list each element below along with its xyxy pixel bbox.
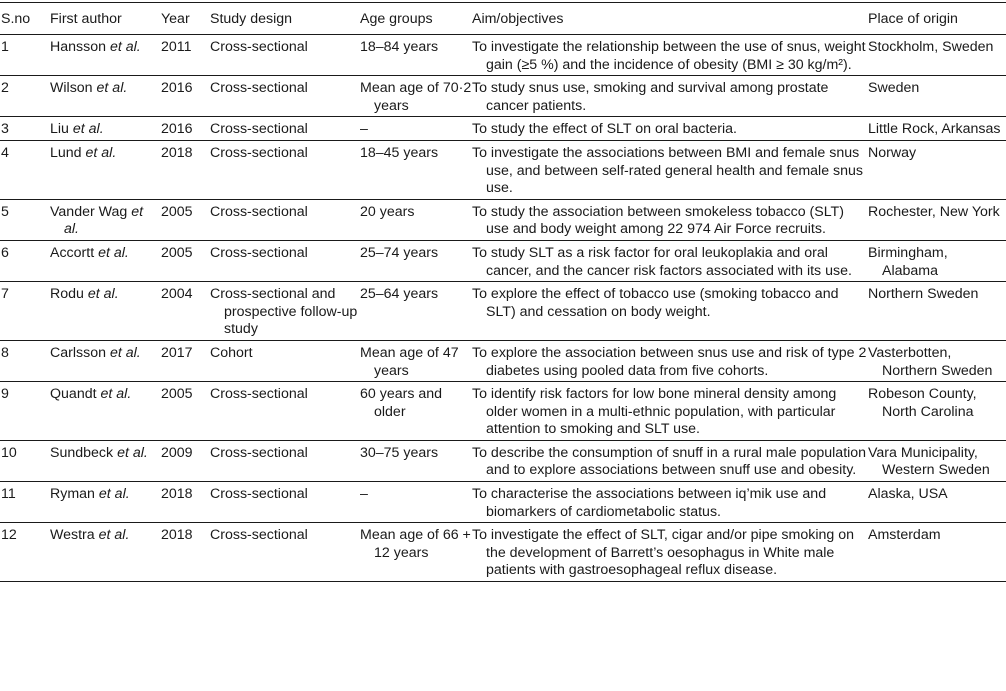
cell-age-group: Mean age of 47 years bbox=[360, 340, 472, 381]
header-place-of-origin: Place of origin bbox=[868, 3, 1006, 35]
cell-sno: 12 bbox=[0, 523, 50, 582]
table-row bbox=[0, 76, 1006, 117]
cell-study-design: Cross-sectional bbox=[210, 199, 360, 240]
cell-age-group: 25–74 years bbox=[360, 240, 472, 281]
header-year: Year bbox=[161, 3, 210, 35]
author-et-al: et al. bbox=[96, 80, 128, 97]
author-et-al: et al. bbox=[98, 244, 129, 261]
cell-aim: To study the association between smokeless tobacco (SLT) use and body weight among 22 974 Air Force recruits. bbox=[472, 199, 868, 240]
cell-study-design: Cross-sectional bbox=[210, 482, 360, 523]
author-name: Westra bbox=[50, 527, 95, 544]
cell-study-design: Cross-sectional bbox=[210, 76, 360, 117]
cell-place-of-origin: Norway bbox=[868, 140, 1006, 199]
table-row bbox=[0, 340, 1006, 381]
cell-place-of-origin: Birmingham, Alabama bbox=[868, 240, 1006, 281]
header-aim-objectives: Aim/objectives bbox=[472, 3, 868, 35]
table-row bbox=[0, 523, 1006, 582]
table-row bbox=[0, 240, 1006, 281]
cell-year: 2005 bbox=[161, 199, 210, 240]
cell-study-design: Cross-sectional bbox=[210, 117, 360, 141]
cell-sno: 10 bbox=[0, 440, 50, 481]
cell-year: 2009 bbox=[161, 440, 210, 481]
author-name: Liu bbox=[50, 121, 69, 138]
cell-study-design: Cross-sectional and prospective follow-up study bbox=[210, 282, 360, 341]
cell-study-design: Cross-sectional bbox=[210, 240, 360, 281]
cell-year: 2016 bbox=[161, 76, 210, 117]
cell-first-author bbox=[50, 440, 161, 481]
author-et-al: et al. bbox=[64, 203, 144, 238]
cell-first-author bbox=[50, 140, 161, 199]
cell-aim: To describe the consumption of snuff in a rural male population and to explore associations between snuff use and obesity. bbox=[472, 440, 868, 481]
author-et-al: et al. bbox=[87, 286, 119, 303]
cell-place-of-origin: Little Rock, Arkansas bbox=[868, 117, 1006, 141]
header-first-author: First author bbox=[50, 3, 161, 35]
table-row bbox=[0, 117, 1006, 141]
header-age-groups: Age groups bbox=[360, 3, 472, 35]
cell-aim: To investigate the relationship between the use of snus, weight gain (≥5 %) and the incidence of obesity (BMI ≥ 30 kg/m²). bbox=[472, 35, 868, 76]
cell-first-author bbox=[50, 117, 161, 141]
cell-aim: To investigate the effect of SLT, cigar and/or pipe smoking on the development of Barrett’s oesophagus in White male patients with gastroesophageal reflux disease. bbox=[472, 523, 868, 582]
header-sno: S.no bbox=[0, 3, 50, 35]
cell-first-author bbox=[50, 199, 161, 240]
table-row bbox=[0, 282, 1006, 341]
cell-place-of-origin: Alaska, USA bbox=[868, 482, 1006, 523]
cell-first-author bbox=[50, 523, 161, 582]
table-body bbox=[0, 35, 1006, 582]
cell-sno: 1 bbox=[0, 35, 50, 76]
cell-sno: 3 bbox=[0, 117, 50, 141]
cell-year: 2004 bbox=[161, 282, 210, 341]
cell-place-of-origin: Sweden bbox=[868, 76, 1006, 117]
table-row bbox=[0, 482, 1006, 523]
table-row bbox=[0, 440, 1006, 481]
cell-place-of-origin: Robeson County, North Carolina bbox=[868, 382, 1006, 441]
author-et-al: et al. bbox=[109, 39, 141, 55]
table-row bbox=[0, 140, 1006, 199]
cell-year: 2018 bbox=[161, 140, 210, 199]
cell-aim: To explore the effect of tobacco use (smoking tobacco and SLT) and cessation on body weight. bbox=[472, 282, 868, 341]
cell-first-author bbox=[50, 282, 161, 341]
author-name: Sundbeck bbox=[50, 444, 114, 461]
author-et-al: et al. bbox=[109, 344, 141, 361]
cell-first-author bbox=[50, 382, 161, 441]
cell-age-group: Mean age of 70·2 years bbox=[360, 76, 472, 117]
cell-age-group: Mean age of 66 + 12 years bbox=[360, 523, 472, 582]
cell-age-group: – bbox=[360, 117, 472, 141]
header-study-design: Study design bbox=[210, 3, 360, 35]
cell-place-of-origin: Northern Sweden bbox=[868, 282, 1006, 341]
cell-aim: To characterise the associations between iq’mik use and biomarkers of cardiometabolic status. bbox=[472, 482, 868, 523]
cell-sno: 7 bbox=[0, 282, 50, 341]
author-et-al: et al. bbox=[98, 486, 130, 503]
cell-study-design: Cross-sectional bbox=[210, 35, 360, 76]
cell-age-group: 18–45 years bbox=[360, 140, 472, 199]
cell-place-of-origin: Vara Municipality, Western Sweden bbox=[868, 440, 1006, 481]
cell-year: 2016 bbox=[161, 117, 210, 141]
author-name: Carlsson bbox=[50, 344, 106, 361]
cell-first-author bbox=[50, 35, 161, 76]
cell-first-author bbox=[50, 340, 161, 381]
cell-sno: 5 bbox=[0, 199, 50, 240]
cell-study-design: Cross-sectional bbox=[210, 382, 360, 441]
cell-aim: To investigate the associations between BMI and female snus use, and between self-rated general health and female snus use. bbox=[472, 140, 868, 199]
cell-age-group: 25–64 years bbox=[360, 282, 472, 341]
author-et-al: et al. bbox=[117, 444, 148, 461]
cell-aim: To study snus use, smoking and survival among prostate cancer patients. bbox=[472, 76, 868, 117]
cell-place-of-origin: Amsterdam bbox=[868, 523, 1006, 582]
cell-sno: 2 bbox=[0, 76, 50, 117]
cell-year: 2005 bbox=[161, 382, 210, 441]
author-et-al: et al. bbox=[85, 144, 117, 161]
author-et-al: et al. bbox=[72, 121, 104, 138]
cell-sno: 4 bbox=[0, 140, 50, 199]
table-row bbox=[0, 199, 1006, 240]
author-name: Accortt bbox=[50, 244, 95, 261]
cell-place-of-origin: Vasterbotten, Northern Sweden bbox=[868, 340, 1006, 381]
author-et-al: et al. bbox=[98, 527, 130, 544]
cell-year: 2018 bbox=[161, 523, 210, 582]
cell-sno: 6 bbox=[0, 240, 50, 281]
author-name: Hansson bbox=[50, 39, 106, 55]
cell-sno: 11 bbox=[0, 482, 50, 523]
cell-age-group: – bbox=[360, 482, 472, 523]
author-name: Wilson bbox=[50, 80, 93, 97]
author-name: Ryman bbox=[50, 486, 95, 503]
cell-study-design: Cross-sectional bbox=[210, 523, 360, 582]
author-name: Rodu bbox=[50, 286, 84, 303]
cell-sno: 9 bbox=[0, 382, 50, 441]
cell-first-author bbox=[50, 76, 161, 117]
cell-age-group: 20 years bbox=[360, 199, 472, 240]
cell-year: 2005 bbox=[161, 240, 210, 281]
cell-aim: To study the effect of SLT on oral bacteria. bbox=[472, 117, 868, 141]
cell-year: 2017 bbox=[161, 340, 210, 381]
cell-year: 2011 bbox=[161, 35, 210, 76]
cell-first-author bbox=[50, 482, 161, 523]
cell-aim: To identify risk factors for low bone mineral density among older women in a multi-ethnic population, with particular attention to smoking and SLT use. bbox=[472, 382, 868, 441]
author-name: Quandt bbox=[50, 386, 97, 403]
cell-year: 2018 bbox=[161, 482, 210, 523]
header-row bbox=[0, 3, 1006, 35]
cell-age-group: 30–75 years bbox=[360, 440, 472, 481]
cell-age-group: 18–84 years bbox=[360, 35, 472, 76]
studies-table bbox=[0, 2, 1006, 582]
table-row bbox=[0, 35, 1006, 76]
cell-study-design: Cross-sectional bbox=[210, 440, 360, 481]
cell-aim: To study SLT as a risk factor for oral leukoplakia and oral cancer, and the cancer risk factors associated with its use. bbox=[472, 240, 868, 281]
cell-first-author bbox=[50, 240, 161, 281]
cell-sno: 8 bbox=[0, 340, 50, 381]
cell-study-design: Cross-sectional bbox=[210, 140, 360, 199]
cell-age-group: 60 years and older bbox=[360, 382, 472, 441]
cell-place-of-origin: Stockholm, Sweden bbox=[868, 35, 1006, 76]
author-et-al: et al. bbox=[100, 386, 132, 403]
cell-place-of-origin: Rochester, New York bbox=[868, 199, 1006, 240]
author-name: Vander Wag bbox=[50, 203, 128, 220]
cell-aim: To explore the association between snus use and risk of type 2 diabetes using pooled data from five cohorts. bbox=[472, 340, 868, 381]
author-name: Lund bbox=[50, 144, 82, 161]
cell-study-design: Cohort bbox=[210, 340, 360, 381]
table-row bbox=[0, 382, 1006, 441]
